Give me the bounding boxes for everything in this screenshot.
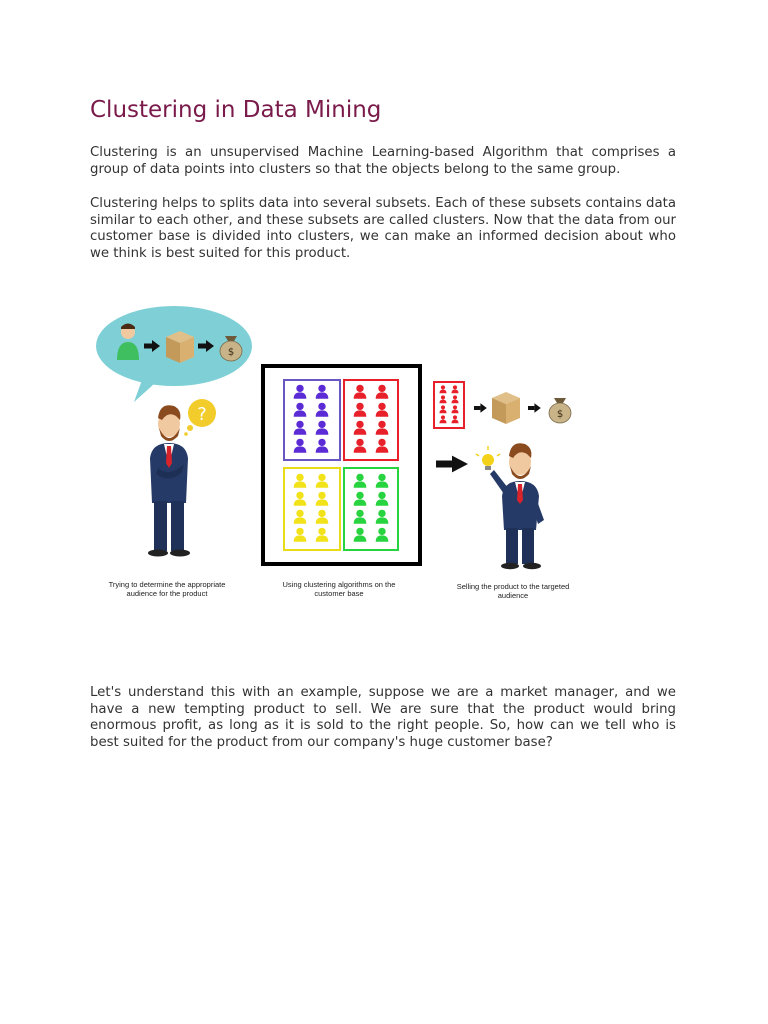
- subsets-paragraph: Clustering helps to splits data into several subsets. Each of these subsets contains data similar to each other, and these subsets are called clusters. Now that the data from our customer base is divided into clusters, we can make an informed decision about who we think is best suited for this product.: [90, 196, 676, 262]
- arrow-icon: [436, 456, 468, 473]
- money-bag-icon: [549, 398, 571, 423]
- question-mark-icon: ?: [197, 404, 207, 425]
- svg-text:$: $: [227, 347, 235, 358]
- example-paragraph: Let's understand this with an example, suppose we are a market manager, and we have a new tempting product to sell. We are sure that the product would bring enormous profit, as long as it is sold to the right people. So, how can we tell who is best suited for the product from our company's huge customer base?: [90, 685, 676, 751]
- illustration-svg: [92, 298, 592, 608]
- caption-right: Selling the product to the targeted audience: [456, 582, 570, 600]
- svg-text:$: $: [556, 409, 564, 420]
- page-title: Clustering in Data Mining: [90, 97, 382, 123]
- intro-paragraph: Clustering is an unsupervised Machine Learning-based Algorithm that comprises a group of data points into clusters so that the objects belong to the same group.: [90, 145, 676, 177]
- speech-bubble: [96, 306, 252, 402]
- product-box-icon: [166, 331, 194, 363]
- clustering-illustration: [92, 298, 592, 608]
- lightbulb-icon: [476, 446, 500, 470]
- caption-middle: Using clustering algorithms on the customer base: [282, 580, 396, 598]
- targeted-flow: [434, 382, 571, 428]
- caption-left: Trying to determine the appropriate audience for the product: [108, 580, 226, 598]
- arrow-icon: [528, 403, 541, 413]
- targeted-cluster: [434, 382, 464, 428]
- thinking-businessman: [148, 399, 216, 557]
- product-box-icon: [492, 392, 520, 424]
- confident-businessman: [476, 443, 544, 569]
- arrow-icon: [474, 403, 487, 413]
- cluster-grid: [263, 366, 420, 564]
